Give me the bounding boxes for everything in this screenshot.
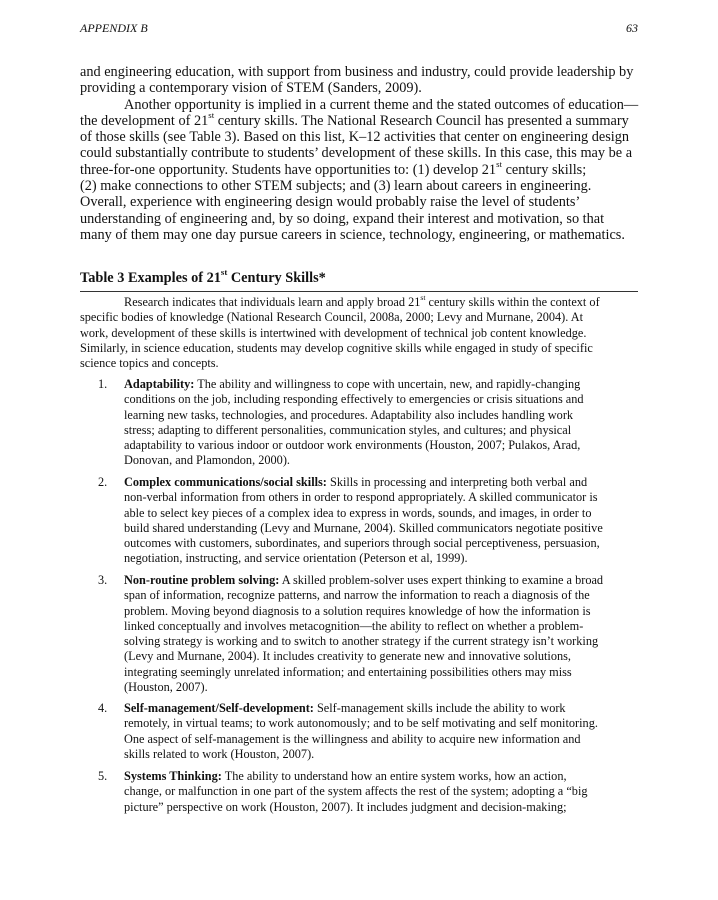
skill-label: Self-management/Self-development:: [124, 701, 314, 715]
skill-line: negotiation, instructing, and service orientation (Peterson et al, 1999).: [124, 551, 468, 566]
skill-number: 2.: [98, 475, 108, 489]
skill-line: linked conceptually and involves metacognition—the ability to reflect on whether a problem-: [124, 618, 584, 633]
skill-text: A skilled problem-solver uses expert thinking to examine a broad: [279, 573, 604, 587]
table-intro-line: specific bodies of knowledge (National Research Council, 2008a, 2000; Levy and Murnane, 2004). At: [80, 310, 584, 325]
skill-line: stress; adapting to different personalities, communication styles, and cultures; and physical: [124, 422, 572, 437]
header-appendix-label: APPENDIX B: [80, 21, 148, 35]
skill-number: 3.: [98, 573, 108, 587]
body-line: (2) make connections to other STEM subjects; and (3) learn about careers in engineering.: [80, 178, 592, 195]
skill-line: non-verbal information from others in order to respond appropriately. A skilled communicator is: [124, 490, 598, 505]
skill-line: (Levy and Murnane, 2004). It includes creativity to generate new and innovative solutions,: [124, 649, 571, 664]
skill-line: One aspect of self-management is the willingness and ability to acquire new information and: [124, 731, 581, 746]
table-rule: [80, 291, 638, 292]
skill-text: The ability to understand how an entire system works, how an action,: [221, 769, 567, 783]
skill-line: problem. Moving beyond diagnosis to a solution requires knowledge of how the information is: [124, 603, 591, 618]
table-intro-line: work, development of these skills is intertwined with development of technical job content knowledge.: [80, 325, 587, 340]
skill-line: able to select key pieces of a complex idea to express in words, sounds, and images, in order to: [124, 505, 592, 520]
skill-number: 1.: [98, 377, 108, 391]
skill-line: picture” perspective on work (Houston, 2007). It includes judgment and decision-making;: [124, 799, 567, 814]
body-line: Another opportunity is implied in a current theme and the stated outcomes of education—: [124, 96, 639, 113]
skill-line: change, or malfunction in one part of the system affects the rest of the system; adopting a “big: [124, 784, 588, 799]
table-intro: [80, 292, 638, 371]
body-line: understanding of engineering and, by so doing, expand their interest and motivation, so that: [80, 210, 605, 227]
table-intro-line: Research indicates that individuals learn and apply broad 21st century skills within the context of: [124, 292, 600, 309]
skill-label: Adaptability:: [124, 377, 195, 391]
skill-number: 5.: [98, 769, 108, 783]
body-line: providing a contemporary vision of STEM (Sanders, 2009).: [80, 80, 422, 97]
skill-number: 4.: [98, 701, 108, 715]
skill-label: Systems Thinking:: [124, 769, 222, 783]
page-number: 63: [626, 21, 638, 35]
running-header: [80, 21, 638, 37]
body-line: of those skills (see Table 3). Based on this list, K–12 activities that center on engineering design: [80, 129, 630, 146]
skill-line: skills related to work (Houston, 2007).: [124, 746, 315, 761]
table-intro-line: Similarly, in science education, students may develop cognitive skills while engaged in study of specific: [80, 340, 593, 355]
skill-line: build shared understanding (Levy and Murnane, 2004). Skilled communicators negotiate positive: [124, 520, 603, 535]
body-line: three-for-one opportunity. Students have opportunities to: (1) develop 21st century skills;: [80, 158, 587, 178]
skill-label: Complex communications/social skills:: [124, 475, 327, 489]
skill-label: Non-routine problem solving:: [124, 573, 280, 587]
table-intro-line: science topics and concepts.: [80, 356, 219, 371]
skill-line: outcomes with customers, subordinates, and superiors through social perceptiveness, persuasion,: [124, 536, 600, 551]
table-title: Table 3 Examples of 21st Century Skills*: [80, 266, 326, 286]
skill-line: integrating seemingly unrelated information; and entertaining possibilities others may miss: [124, 664, 572, 679]
skill-line: adaptability to various indoor or outdoor work environments (Houston, 2007; Pulakos, Arad,: [124, 438, 581, 453]
skill-line: remotely, in virtual teams; to work autonomously; and to be self motivating and self monitoring.: [124, 716, 598, 731]
skill-text: The ability and willingness to cope with uncertain, new, and rapidly-changing: [194, 377, 581, 391]
skill-line: (Houston, 2007).: [124, 680, 208, 695]
skill-line: learning new tasks, technologies, and procedures. Adaptability also includes handling work: [124, 407, 574, 422]
body-line: and engineering education, with support from business and industry, could provide leadership by: [80, 64, 634, 80]
body-line: the development of 21st century skills. The National Research Council has presented a summary: [80, 109, 629, 129]
skill-text: Skills in processing and interpreting both verbal and: [326, 475, 588, 489]
body-text: [80, 64, 638, 243]
skill-line: solving strategy is working and to switch to another strategy if the current strategy isn’t working: [124, 634, 599, 649]
body-line: many of them may one day pursue careers in science, technology, engineering, or mathematics.: [80, 226, 625, 243]
skill-line: Donovan, and Plamondon, 2000).: [124, 453, 290, 468]
skill-line: span of information, recognize patterns, and narrow the information to reach a diagnosis of the: [124, 588, 590, 603]
body-line: could substantially contribute to students’ development of these skills. In this case, this may be a: [80, 145, 633, 162]
skill-line: conditions on the job, including responding effectively to emergencies or crisis situations and: [124, 392, 584, 407]
skill-text: Self-management skills include the ability to work: [313, 701, 566, 715]
body-line: Overall, experience with engineering design would probably raise the level of students’: [80, 194, 581, 211]
